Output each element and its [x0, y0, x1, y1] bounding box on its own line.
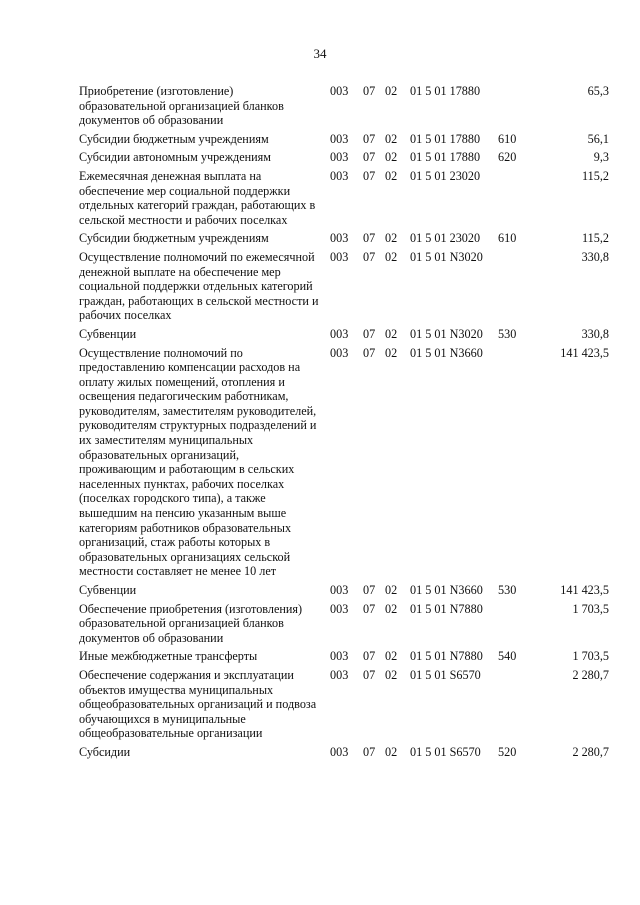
ministry-code: 003 [330, 150, 349, 165]
subsection-code: 02 [385, 249, 398, 264]
section-code: 07 [363, 667, 376, 682]
target-code: 01 5 01 N7880 [410, 649, 483, 664]
target-code: 01 5 01 N7880 [410, 601, 483, 616]
subsection-code: 02 [385, 601, 398, 616]
amount: 115,2 [582, 168, 609, 183]
target-code: 01 5 01 17880 [410, 84, 481, 98]
subsection-code: 02 [385, 583, 398, 597]
ministry-code: 003 [330, 649, 349, 664]
ministry-code: 003 [330, 249, 349, 264]
ministry-code: 003 [330, 583, 349, 597]
row-name: Субсидии [79, 744, 131, 759]
amount: 65,3 [587, 84, 609, 98]
expense-type-code: 610 [498, 231, 517, 246]
ministry-code: 003 [330, 231, 349, 246]
table-row [79, 132, 609, 147]
subsection-code: 02 [385, 231, 398, 246]
section-code: 07 [363, 168, 376, 183]
ministry-code: 003 [330, 601, 349, 616]
amount: 9,3 [593, 150, 609, 165]
ministry-code: 003 [330, 744, 349, 759]
section-code: 07 [363, 601, 376, 616]
amount: 2 280,7 [572, 744, 609, 759]
target-code: 01 5 01 17880 [410, 150, 481, 165]
table-row [79, 150, 609, 165]
row-name: Субсидии бюджетным учреждениям [79, 231, 269, 246]
table-row [79, 346, 609, 580]
table-row [79, 169, 609, 227]
subsection-code: 02 [385, 84, 398, 98]
subsection-code: 02 [385, 150, 398, 165]
target-code: 01 5 01 S6570 [410, 744, 481, 759]
target-code: 01 5 01 23020 [410, 231, 481, 246]
amount: 330,8 [581, 249, 609, 264]
section-code: 07 [363, 231, 376, 246]
subsection-code: 02 [385, 131, 398, 146]
row-name: Ежемесячная денежная выплата на обеспечение мер социальной поддержки отдельных категорий граждан, работающих в сельской местности и рабочих поселках [79, 168, 316, 227]
row-name: Обеспечение содержания и эксплуатации объектов имущества муниципальных общеобразовательных организаций и подвоза обучающихся в муниципальные общеобразовательные организации [79, 667, 317, 741]
amount: 1 703,5 [572, 601, 609, 616]
table-row [79, 668, 609, 741]
target-code: 01 5 01 N3020 [410, 326, 483, 341]
section-code: 07 [363, 583, 376, 597]
expense-type-code: 540 [498, 649, 517, 664]
target-code: 01 5 01 N3020 [410, 249, 483, 264]
subsection-code: 02 [385, 168, 398, 183]
section-code: 07 [363, 249, 376, 264]
amount: 56,1 [587, 131, 609, 146]
ministry-code: 003 [330, 345, 349, 360]
amount: 141 423,5 [560, 345, 609, 360]
expense-type-code: 530 [498, 326, 517, 341]
table-row [79, 231, 609, 246]
expense-type-code: 610 [498, 131, 517, 146]
table-row [79, 649, 609, 664]
table-row [79, 84, 609, 128]
amount: 2 280,7 [572, 667, 609, 682]
row-name: Иные межбюджетные трансферты [79, 649, 258, 664]
expense-type-code: 520 [498, 744, 517, 759]
subsection-code: 02 [385, 667, 398, 682]
amount: 115,2 [582, 231, 609, 246]
page-number: 34 [313, 46, 327, 61]
section-code: 07 [363, 744, 376, 759]
row-name: Приобретение (изготовление) образовательной организацией бланков документов об образовании [79, 84, 284, 128]
section-code: 07 [363, 326, 376, 341]
budget-table [79, 84, 609, 764]
amount: 330,8 [581, 326, 609, 341]
ministry-code: 003 [330, 667, 349, 682]
row-name: Субвенции [79, 583, 137, 597]
subsection-code: 02 [385, 345, 398, 360]
section-code: 07 [363, 150, 376, 165]
ministry-code: 003 [330, 131, 349, 146]
subsection-code: 02 [385, 326, 398, 341]
amount: 1 703,5 [572, 649, 609, 664]
target-code: 01 5 01 S6570 [410, 667, 481, 682]
section-code: 07 [363, 345, 376, 360]
target-code: 01 5 01 N3660 [410, 345, 483, 360]
target-code: 01 5 01 23020 [410, 168, 481, 183]
row-name: Субсидии автономным учреждениям [79, 150, 271, 165]
row-name: Осуществление полномочий по предоставлению компенсации расходов на оплату жилых помещений, отопления и освещения педагогическим работникам, руководителям, заместителям руководителей, руководителям структурных подразделений и их заместителям муниципальных образовательных организаций, проживающим и работающим в сельских населенных пунктах, рабочих поселках (поселках городского типа), а также вышедшим на пенсию указанным выше категориям работников образовательных организаций, стаж работы которых в образовательных организациях сельской местности составляет не менее 10 лет [79, 345, 317, 579]
expense-type-code: 530 [498, 583, 517, 597]
section-code: 07 [363, 84, 376, 98]
target-code: 01 5 01 17880 [410, 131, 481, 146]
subsection-code: 02 [385, 744, 398, 759]
row-name: Субсидии бюджетным учреждениям [79, 131, 269, 146]
target-code: 01 5 01 N3660 [410, 583, 483, 597]
table-row [79, 327, 609, 342]
ministry-code: 003 [330, 326, 349, 341]
row-name: Обеспечение приобретения (изготовления) образовательной организацией бланков документов об образовании [79, 601, 303, 645]
table-row [79, 602, 609, 646]
row-name: Субвенции [79, 326, 137, 341]
expense-type-code: 620 [498, 150, 517, 165]
table-row [79, 745, 609, 760]
ministry-code: 003 [330, 84, 349, 98]
row-name: Осуществление полномочий по ежемесячной денежной выплате на обеспечение мер социальной поддержки отдельных категорий граждан, работающих в сельской местности и рабочих поселках [79, 249, 319, 323]
ministry-code: 003 [330, 168, 349, 183]
table-row [79, 583, 609, 598]
amount: 141 423,5 [560, 583, 609, 597]
section-code: 07 [363, 131, 376, 146]
section-code: 07 [363, 649, 376, 664]
subsection-code: 02 [385, 649, 398, 664]
table-row [79, 250, 609, 323]
